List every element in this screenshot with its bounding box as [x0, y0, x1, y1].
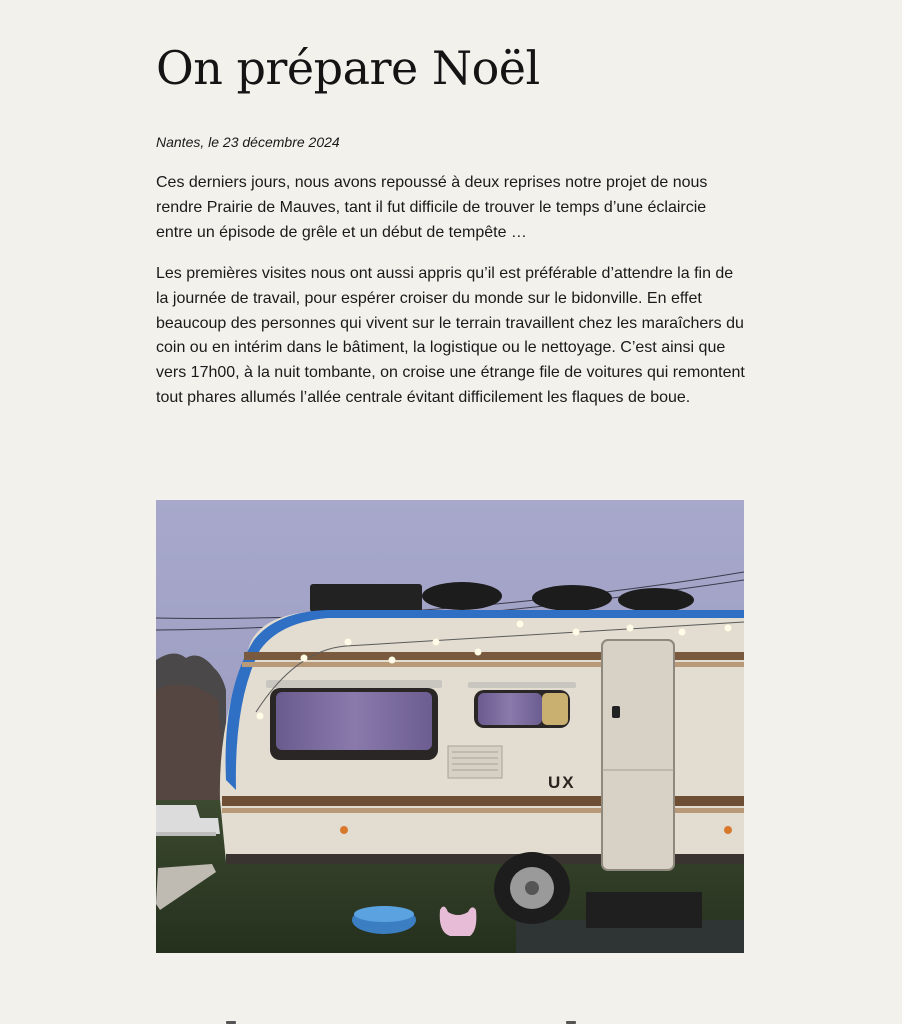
article-title: On prépare Noël — [156, 41, 540, 95]
caravan-badge: UX — [548, 773, 576, 792]
article-paragraph-1: Ces derniers jours, nous avons repoussé à deux reprises notre projet de nous rendre Prairie de Mauves, tant il fut difficile de trouver le temps d’une éclaircie entre un épisode de grêle et un début de tempête … — [156, 174, 708, 241]
article-dateline: Nantes, le 23 décembre 2024 — [156, 134, 340, 150]
caravan-photo — [156, 500, 744, 953]
next-text-line-hint — [156, 1016, 746, 1024]
caravan-photo-illustration — [156, 500, 744, 953]
article-paragraph-2: Les premières visites nous ont aussi appris qu’il est préférable d’attendre la fin de la journée de travail, pour espérer croiser du monde sur le bidonville. En effet beaucoup des personnes qui vivent sur le terrain travaillent chez les maraîchers du coin ou en intérim dans le bâtiment, la logistique ou le nettoyage. C’est ainsi que vers 17h00, à la nuit tombante, on croise une étrange file de voitures qui remontent tout phares allumés l’allée centrale évitant difficilement les flaques de boue. — [156, 265, 745, 406]
